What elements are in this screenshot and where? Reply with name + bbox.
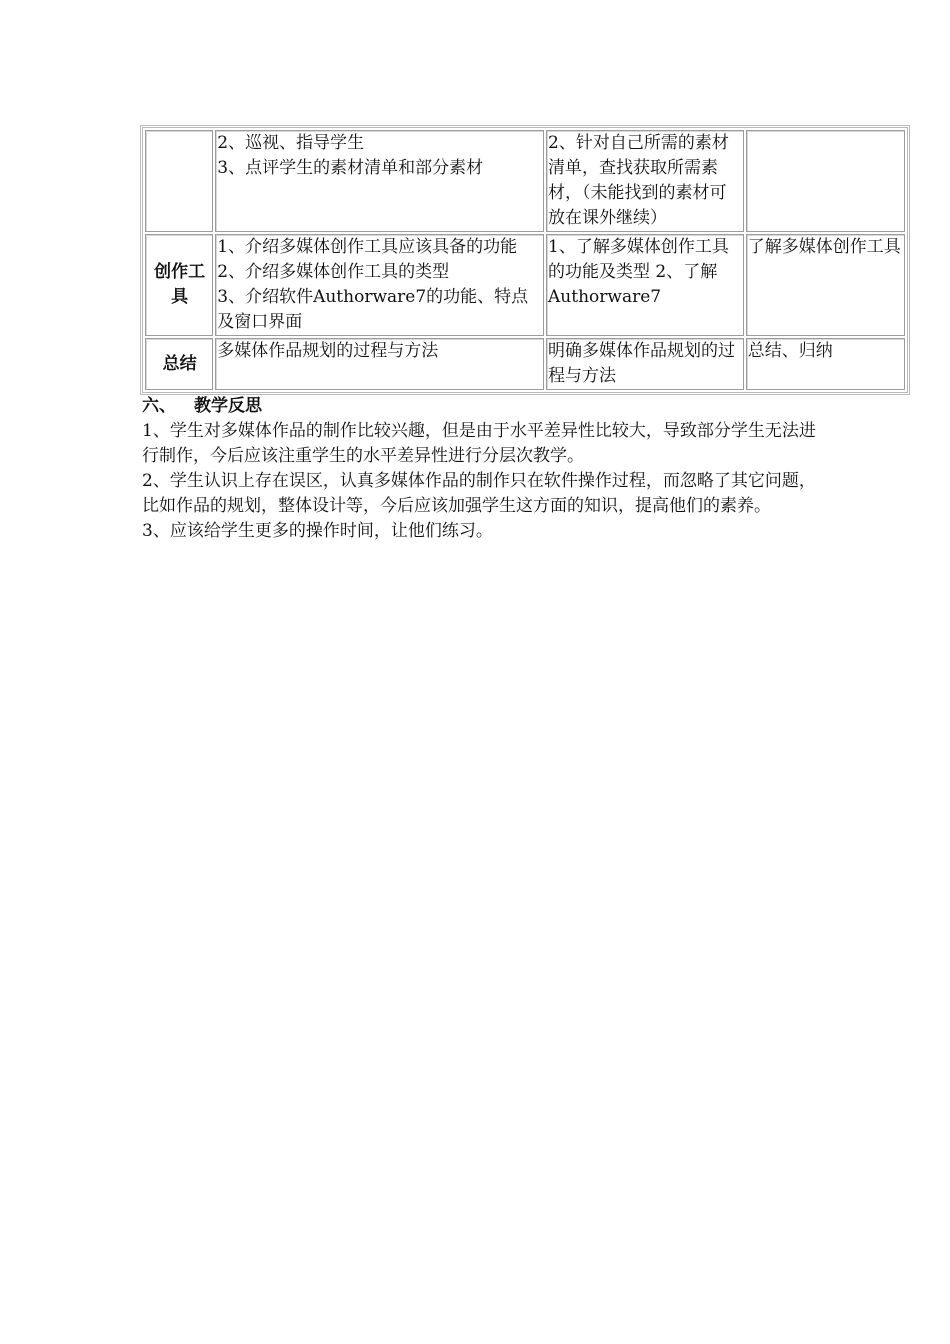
section-number: 六、 <box>142 396 176 416</box>
student-activity-text: 2、针对自己所需的素材清单，查找获取所需素材，（未能找到的素材可放在课外继续） <box>548 133 729 228</box>
teacher-activity-line: 3、点评学生的素材清单和部分素材 <box>217 158 484 178</box>
lesson-plan-table <box>140 125 910 395</box>
teacher-activity-line: 多媒体作品规划的过程与方法 <box>217 341 439 361</box>
purpose-cell: 总结、归纳 <box>746 338 905 390</box>
teacher-activity-line: 3、介绍软件Authorware7的功能、特点 <box>217 287 529 307</box>
section-title: 教学反思 <box>194 396 262 416</box>
student-activity-cell <box>546 338 744 390</box>
student-activity-text: 1、了解多媒体创作工具的功能及类型 2、了解Authorware7 <box>548 237 729 307</box>
table-row <box>145 338 905 390</box>
purpose-cell <box>746 130 905 232</box>
reflection-paragraph: 3、应该给学生更多的操作时间，让他们练习。 <box>142 521 493 541</box>
stage-cell: 创作工具 <box>145 234 213 336</box>
teacher-activity-line: 2、巡视、指导学生 <box>217 133 365 153</box>
student-activity-cell <box>546 234 744 336</box>
teacher-activity-cell <box>215 234 544 336</box>
student-activity-cell <box>546 130 744 232</box>
reflection-paragraph: 2、学生认识上存在误区，认真多媒体作品的制作只在软件操作过程，而忽略了其它问题，比如作品的规划，整体设计等，今后应该加强学生这方面的知识，提高他们的素养。 <box>142 471 816 516</box>
stage-cell: 总结 <box>145 338 213 390</box>
student-activity-text: 明确多媒体作品规划的过程与方法 <box>548 341 736 386</box>
teacher-activity-cell <box>215 130 544 232</box>
stage-cell <box>145 130 213 232</box>
section-heading <box>142 394 822 419</box>
teacher-activity-line: 及窗口界面 <box>217 312 303 332</box>
table-row <box>145 234 905 336</box>
teacher-activity-line: 2、介绍多媒体创作工具的类型 <box>217 262 450 282</box>
purpose-cell: 了解多媒体创作工具 <box>746 234 905 336</box>
teaching-reflection-section <box>142 394 822 544</box>
table-row <box>145 130 905 232</box>
teacher-activity-line: 1、介绍多媒体创作工具应该具备的功能 <box>217 237 518 257</box>
teacher-activity-cell <box>215 338 544 390</box>
reflection-paragraph: 1、学生对多媒体作品的制作比较兴趣，但是由于水平差异性比较大，导致部分学生无法进行制作，今后应该注重学生的水平差异性进行分层次教学。 <box>142 421 816 466</box>
